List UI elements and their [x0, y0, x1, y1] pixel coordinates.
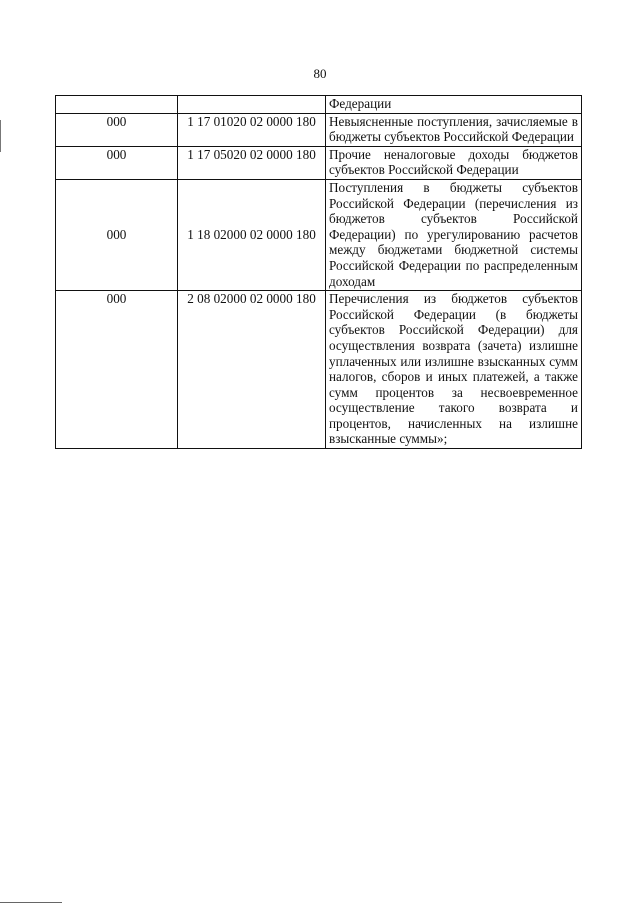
- scan-bottom-rule: [0, 902, 62, 903]
- budget-code-cell: 1 17 05020 02 0000 180: [178, 146, 326, 179]
- table-row: [56, 96, 582, 114]
- admin-code-cell: 000: [56, 291, 178, 449]
- scan-margin-mark: [0, 120, 1, 152]
- admin-code-cell: [56, 96, 178, 114]
- table-row: [56, 291, 582, 449]
- description-cell: Прочие неналоговые доходы бюджетов субъектов Российской Федерации: [326, 146, 582, 179]
- description-cell: Невыясненные поступления, зачисляемые в бюджеты субъектов Российской Федерации: [326, 113, 582, 146]
- budget-classification-table: [55, 95, 582, 449]
- budget-code-cell: 1 18 02000 02 0000 180: [178, 179, 326, 290]
- budget-code-cell: 2 08 02000 02 0000 180: [178, 291, 326, 449]
- admin-code-cell: 000: [56, 179, 178, 290]
- budget-code-cell: [178, 96, 326, 114]
- admin-code-cell: 000: [56, 146, 178, 179]
- admin-code-cell: 000: [56, 113, 178, 146]
- table-row: [56, 113, 582, 146]
- page-number: 80: [313, 66, 327, 81]
- description-cell: Федерации: [326, 96, 582, 114]
- budget-code-cell: 1 17 01020 02 0000 180: [178, 113, 326, 146]
- table-row: [56, 179, 582, 290]
- description-cell: Перечисления из бюджетов субъектов Российской Федерации (в бюджеты субъектов Российской Федерации) для осуществления возврата (зачета) излишне уплаченных или излишне взысканных сумм налогов, сборов и иных платежей, а также сумм процентов за несвоевременное осуществление такого возврата и процентов, начисленных на излишне взысканные суммы»;: [326, 291, 582, 449]
- description-cell: Поступления в бюджеты субъектов Российской Федерации (перечисления из бюджетов субъектов Российской Федерации) по урегулированию расчетов между бюджетами бюджетной системы Российской Федерации по распределенным доходам: [326, 179, 582, 290]
- table-row: [56, 146, 582, 179]
